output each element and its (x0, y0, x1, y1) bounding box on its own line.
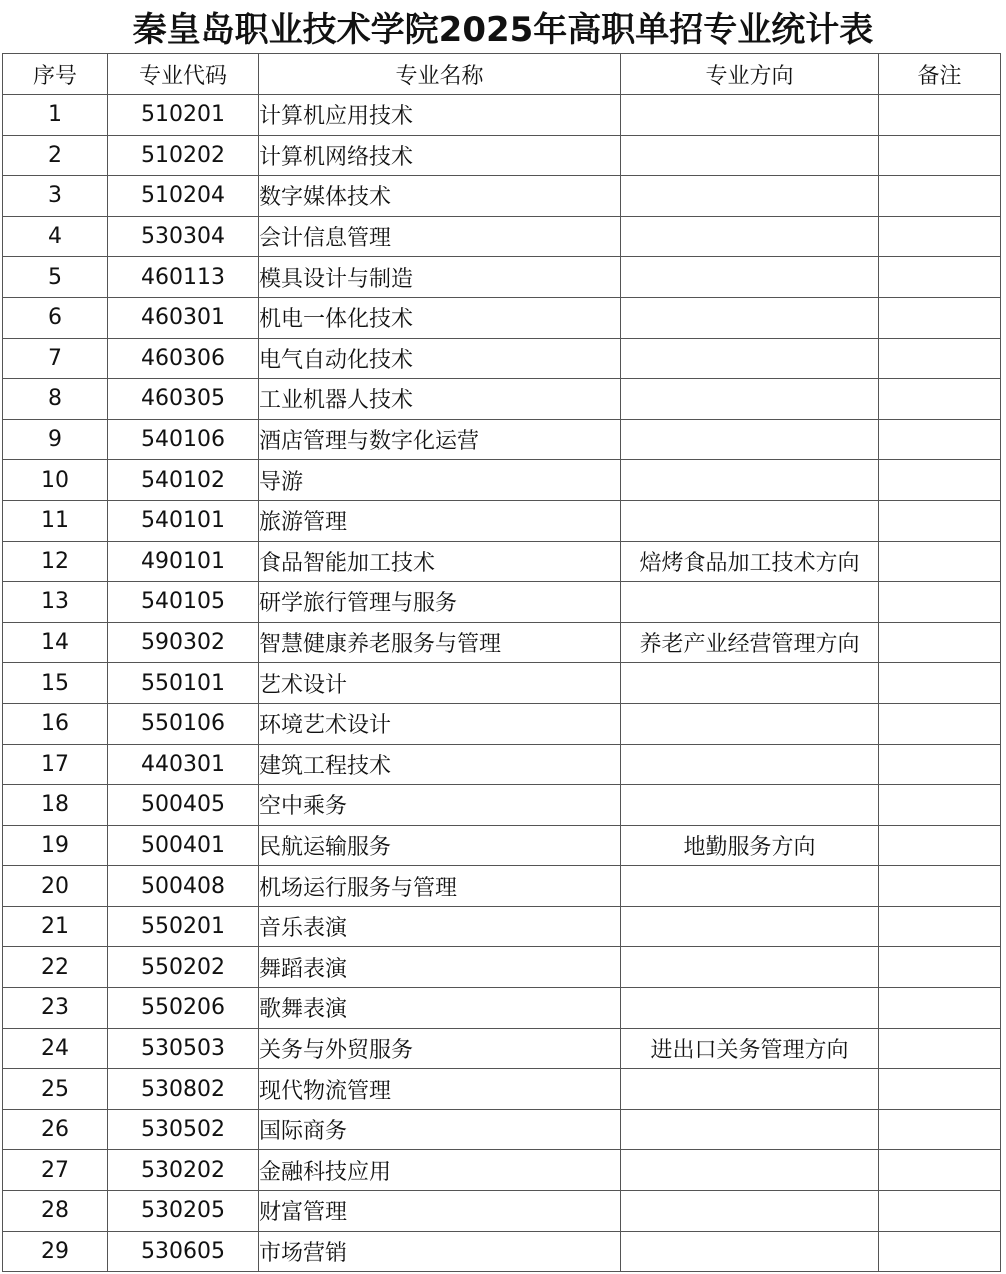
table-row (3, 541, 1001, 582)
page-title: 秦皇岛职业技术学院2025年高职单招专业统计表 (132, 10, 874, 50)
major-note (879, 135, 1001, 176)
major-name: 导游 (259, 460, 621, 501)
row-index: 5 (3, 257, 108, 298)
table-row (3, 703, 1001, 744)
major-name: 研学旅行管理与服务 (259, 582, 621, 623)
major-note (879, 1109, 1001, 1150)
major-note (879, 419, 1001, 460)
major-direction (621, 500, 879, 541)
major-direction (621, 906, 879, 947)
major-note (879, 1191, 1001, 1232)
major-direction (621, 744, 879, 785)
major-note (879, 95, 1001, 136)
major-code: 460301 (108, 297, 259, 338)
major-note (879, 988, 1001, 1029)
header-code: 专业代码 (108, 54, 259, 95)
table-row (3, 1069, 1001, 1110)
major-code: 590302 (108, 622, 259, 663)
table-row (3, 582, 1001, 623)
row-index: 15 (3, 663, 108, 704)
row-index: 23 (3, 988, 108, 1029)
row-index: 8 (3, 379, 108, 420)
table-header-row (3, 54, 1001, 95)
major-name: 电气自动化技术 (259, 338, 621, 379)
major-direction (621, 988, 879, 1029)
table-row (3, 135, 1001, 176)
row-index: 14 (3, 622, 108, 663)
row-index: 9 (3, 419, 108, 460)
major-code: 510201 (108, 95, 259, 136)
major-name: 食品智能加工技术 (259, 541, 621, 582)
row-index: 11 (3, 500, 108, 541)
table-row (3, 622, 1001, 663)
major-code: 550106 (108, 703, 259, 744)
major-direction (621, 257, 879, 298)
major-code: 550101 (108, 663, 259, 704)
table-row (3, 825, 1001, 866)
row-index: 16 (3, 703, 108, 744)
major-code: 550201 (108, 906, 259, 947)
row-index: 29 (3, 1231, 108, 1272)
header-index: 序号 (3, 54, 108, 95)
major-note (879, 906, 1001, 947)
major-note (879, 379, 1001, 420)
major-note (879, 500, 1001, 541)
table-row (3, 176, 1001, 217)
major-note (879, 866, 1001, 907)
header-direction: 专业方向 (621, 54, 879, 95)
table-row (3, 988, 1001, 1029)
header-note: 备注 (879, 54, 1001, 95)
major-note (879, 1231, 1001, 1272)
major-note (879, 582, 1001, 623)
major-name: 酒店管理与数字化运营 (259, 419, 621, 460)
row-index: 1 (3, 95, 108, 136)
major-direction (621, 703, 879, 744)
table-row (3, 947, 1001, 988)
major-direction (621, 785, 879, 826)
row-index: 18 (3, 785, 108, 826)
row-index: 6 (3, 297, 108, 338)
row-index: 21 (3, 906, 108, 947)
row-index: 2 (3, 135, 108, 176)
major-code: 530605 (108, 1231, 259, 1272)
major-direction (621, 338, 879, 379)
major-code: 500401 (108, 825, 259, 866)
major-code: 540106 (108, 419, 259, 460)
major-direction (621, 1069, 879, 1110)
major-direction: 进出口关务管理方向 (621, 1028, 879, 1069)
table-row (3, 379, 1001, 420)
row-index: 22 (3, 947, 108, 988)
table-row (3, 1150, 1001, 1191)
major-code: 500408 (108, 866, 259, 907)
row-index: 17 (3, 744, 108, 785)
major-direction (621, 419, 879, 460)
major-name: 民航运输服务 (259, 825, 621, 866)
major-direction (621, 216, 879, 257)
major-code: 530502 (108, 1109, 259, 1150)
major-name: 空中乘务 (259, 785, 621, 826)
major-direction (621, 1109, 879, 1150)
major-direction (621, 1150, 879, 1191)
major-code: 460306 (108, 338, 259, 379)
major-note (879, 703, 1001, 744)
table-row (3, 744, 1001, 785)
major-name: 机电一体化技术 (259, 297, 621, 338)
major-code: 530802 (108, 1069, 259, 1110)
row-index: 4 (3, 216, 108, 257)
major-note (879, 257, 1001, 298)
major-direction (621, 866, 879, 907)
major-direction (621, 947, 879, 988)
major-code: 510204 (108, 176, 259, 217)
major-direction: 地勤服务方向 (621, 825, 879, 866)
table-row (3, 1109, 1001, 1150)
major-name: 建筑工程技术 (259, 744, 621, 785)
major-code: 550206 (108, 988, 259, 1029)
major-code: 510202 (108, 135, 259, 176)
majors-table (2, 53, 1001, 1272)
major-code: 500405 (108, 785, 259, 826)
major-note (879, 176, 1001, 217)
major-code: 530202 (108, 1150, 259, 1191)
major-direction (621, 95, 879, 136)
table-body (3, 95, 1001, 1272)
major-name: 财富管理 (259, 1191, 621, 1232)
table-row (3, 663, 1001, 704)
table-row (3, 785, 1001, 826)
major-name: 智慧健康养老服务与管理 (259, 622, 621, 663)
major-direction (621, 460, 879, 501)
major-note (879, 1028, 1001, 1069)
row-index: 3 (3, 176, 108, 217)
table-row (3, 1231, 1001, 1272)
major-code: 550202 (108, 947, 259, 988)
row-index: 25 (3, 1069, 108, 1110)
table-row (3, 1028, 1001, 1069)
major-note (879, 1150, 1001, 1191)
table-row (3, 460, 1001, 501)
major-name: 舞蹈表演 (259, 947, 621, 988)
major-name: 旅游管理 (259, 500, 621, 541)
major-name: 国际商务 (259, 1109, 621, 1150)
major-note (879, 825, 1001, 866)
major-code: 530503 (108, 1028, 259, 1069)
table-row (3, 1191, 1001, 1232)
row-index: 10 (3, 460, 108, 501)
major-direction (621, 297, 879, 338)
major-direction (621, 582, 879, 623)
major-code: 440301 (108, 744, 259, 785)
major-name: 现代物流管理 (259, 1069, 621, 1110)
table-row (3, 419, 1001, 460)
major-name: 歌舞表演 (259, 988, 621, 1029)
major-code: 530205 (108, 1191, 259, 1232)
row-index: 26 (3, 1109, 108, 1150)
major-name: 模具设计与制造 (259, 257, 621, 298)
major-code: 460113 (108, 257, 259, 298)
table-row (3, 95, 1001, 136)
major-code: 530304 (108, 216, 259, 257)
header-name: 专业名称 (259, 54, 621, 95)
major-name: 艺术设计 (259, 663, 621, 704)
table-row (3, 906, 1001, 947)
table-row (3, 338, 1001, 379)
row-index: 12 (3, 541, 108, 582)
major-name: 会计信息管理 (259, 216, 621, 257)
major-name: 计算机网络技术 (259, 135, 621, 176)
major-code: 460305 (108, 379, 259, 420)
major-code: 540102 (108, 460, 259, 501)
table-row (3, 297, 1001, 338)
table-row (3, 500, 1001, 541)
major-note (879, 460, 1001, 501)
major-direction (621, 176, 879, 217)
major-name: 市场营销 (259, 1231, 621, 1272)
major-name: 工业机器人技术 (259, 379, 621, 420)
row-index: 24 (3, 1028, 108, 1069)
major-code: 490101 (108, 541, 259, 582)
major-note (879, 622, 1001, 663)
major-name: 机场运行服务与管理 (259, 866, 621, 907)
major-note (879, 338, 1001, 379)
major-name: 金融科技应用 (259, 1150, 621, 1191)
major-code: 540105 (108, 582, 259, 623)
row-index: 20 (3, 866, 108, 907)
row-index: 7 (3, 338, 108, 379)
major-direction (621, 135, 879, 176)
major-name: 数字媒体技术 (259, 176, 621, 217)
major-note (879, 216, 1001, 257)
row-index: 19 (3, 825, 108, 866)
major-note (879, 297, 1001, 338)
major-name: 环境艺术设计 (259, 703, 621, 744)
table-row (3, 257, 1001, 298)
row-index: 13 (3, 582, 108, 623)
major-direction (621, 379, 879, 420)
major-note (879, 744, 1001, 785)
major-direction (621, 663, 879, 704)
major-note (879, 541, 1001, 582)
major-direction: 焙烤食品加工技术方向 (621, 541, 879, 582)
major-name: 计算机应用技术 (259, 95, 621, 136)
major-note (879, 1069, 1001, 1110)
table-row (3, 216, 1001, 257)
major-direction (621, 1231, 879, 1272)
major-note (879, 663, 1001, 704)
major-direction: 养老产业经营管理方向 (621, 622, 879, 663)
table-row (3, 866, 1001, 907)
row-index: 28 (3, 1191, 108, 1232)
major-note (879, 785, 1001, 826)
major-name: 关务与外贸服务 (259, 1028, 621, 1069)
major-direction (621, 1191, 879, 1232)
major-name: 音乐表演 (259, 906, 621, 947)
major-code: 540101 (108, 500, 259, 541)
major-note (879, 947, 1001, 988)
row-index: 27 (3, 1150, 108, 1191)
